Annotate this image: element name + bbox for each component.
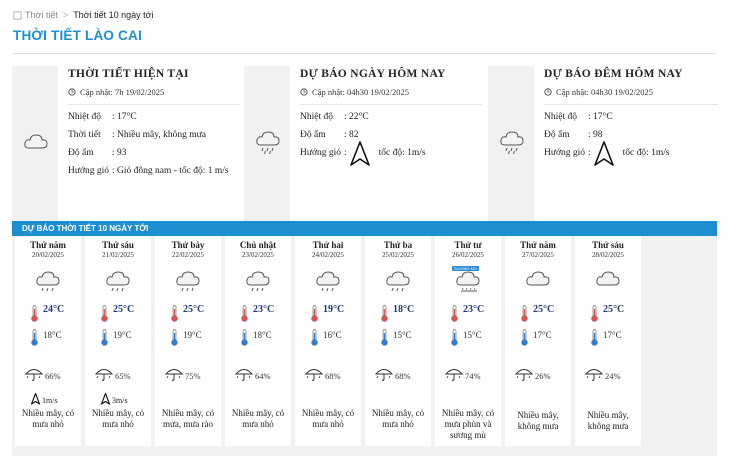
min-temperature: 17°C bbox=[533, 330, 552, 340]
rain-probability: 75% bbox=[185, 371, 201, 381]
day-name: Thứ năm bbox=[30, 240, 66, 250]
min-temperature: 18°C bbox=[253, 330, 272, 340]
wind-speed: 3m/s bbox=[101, 393, 128, 407]
thermometer-cold-icon bbox=[451, 329, 458, 346]
day-name: Thứ ba bbox=[383, 240, 413, 250]
day-name: Thứ tư bbox=[454, 240, 482, 250]
cloud-icon bbox=[525, 267, 551, 293]
thermometer-hot-icon bbox=[31, 305, 38, 322]
page-title: THỜI TIẾT LÀO CAI bbox=[13, 28, 142, 43]
thermometer-hot-icon bbox=[591, 305, 598, 322]
max-temperature: 25°C bbox=[533, 304, 555, 315]
wind-row: Hướng gió : Gió đông nam - tốc độ: 1 m/s bbox=[68, 166, 229, 176]
thermometer-hot-icon bbox=[171, 305, 178, 322]
thermometer-hot-icon bbox=[241, 305, 248, 322]
divider bbox=[68, 104, 240, 105]
rain-probability: 66% bbox=[45, 371, 61, 381]
day-name: Thứ bảy bbox=[171, 240, 205, 250]
max-temperature: 25°C bbox=[603, 304, 625, 315]
rain-probability: 68% bbox=[325, 371, 341, 381]
updated-time bbox=[68, 87, 240, 97]
wind-direction-arrow-icon bbox=[593, 141, 615, 167]
forecast-day bbox=[15, 236, 81, 446]
umbrella-icon bbox=[305, 366, 323, 382]
umbrella-icon bbox=[375, 366, 393, 382]
updated-time bbox=[300, 87, 482, 97]
humidity-row: Độ ẩm : 82 bbox=[300, 130, 359, 140]
wind-direction-arrow-icon bbox=[31, 393, 40, 407]
day-description: Nhiều mây, không mưa bbox=[587, 410, 629, 431]
divider bbox=[300, 104, 482, 105]
clock-icon bbox=[300, 88, 308, 96]
breadcrumb-home[interactable] bbox=[13, 10, 58, 20]
rain-probability: 24% bbox=[605, 371, 621, 381]
clock-icon bbox=[544, 88, 552, 96]
min-temperature: 16°C bbox=[323, 330, 342, 340]
forecast-strip bbox=[12, 236, 717, 456]
umbrella-icon bbox=[165, 366, 183, 382]
wind-direction-arrow-icon bbox=[101, 393, 110, 407]
breadcrumb-home-label: Thời tiết bbox=[25, 10, 58, 20]
updated-label: Cập nhật: 04h30 19/02/2025 bbox=[556, 87, 654, 97]
card-title: THỜI TIẾT HIỆN TẠI bbox=[68, 68, 189, 80]
umbrella-icon bbox=[95, 366, 113, 382]
umbrella-icon bbox=[445, 366, 463, 382]
day-date: 28/02/2025 bbox=[592, 251, 624, 259]
day-description: Nhiều mây, có mưa phùn và sương mù bbox=[441, 408, 495, 440]
tonight-forecast-card bbox=[488, 66, 718, 221]
updated-time bbox=[544, 87, 718, 97]
rain-probability: 65% bbox=[115, 371, 131, 381]
day-date: 20/02/2025 bbox=[32, 251, 64, 259]
max-temperature: 19°C bbox=[323, 304, 345, 315]
cloud-icon bbox=[595, 267, 621, 293]
updated-label: Cập nhật: 7h 19/02/2025 bbox=[80, 87, 165, 97]
divider bbox=[544, 104, 718, 105]
day-date: 22/02/2025 bbox=[172, 251, 204, 259]
day-description: Nhiều mây, có mưa nhỏ bbox=[91, 408, 145, 429]
wind-speed: 1m/s bbox=[31, 393, 58, 407]
temperature-row: Nhiệt độ : 17°C bbox=[544, 112, 613, 122]
forecast-day bbox=[85, 236, 151, 446]
current-weather-card bbox=[12, 66, 240, 221]
max-temperature: 25°C bbox=[183, 304, 205, 315]
day-description: Nhiều mây, có mưa nhỏ bbox=[21, 408, 75, 429]
wind-direction-arrow-icon bbox=[349, 141, 371, 167]
day-description: Nhiều mây, có mưa, mưa rào bbox=[161, 408, 215, 429]
card-title: DỰ BÁO NGÀY HÔM NAY bbox=[300, 68, 446, 80]
umbrella-icon bbox=[25, 366, 43, 382]
max-temperature: 24°C bbox=[43, 304, 65, 315]
rain-cloud-icon bbox=[105, 267, 131, 293]
day-date: 21/02/2025 bbox=[102, 251, 134, 259]
day-date: 23/02/2025 bbox=[242, 251, 274, 259]
temperature-row: Nhiệt độ : 17°C bbox=[68, 112, 137, 122]
thermometer-cold-icon bbox=[31, 329, 38, 346]
rain-probability: 74% bbox=[465, 371, 481, 381]
day-description: Nhiều mây, có mưa nhỏ bbox=[231, 408, 285, 429]
thermometer-cold-icon bbox=[591, 329, 598, 346]
today-forecast-card bbox=[244, 66, 482, 221]
thermometer-cold-icon bbox=[381, 329, 388, 346]
thermometer-hot-icon bbox=[451, 305, 458, 322]
rain-probability: 26% bbox=[535, 371, 551, 381]
breadcrumb-separator-icon: > bbox=[62, 10, 69, 20]
rain-cloud-icon bbox=[175, 267, 201, 293]
rain-cloud-icon bbox=[315, 267, 341, 293]
forecast-day bbox=[505, 236, 571, 446]
rain-cloud-icon bbox=[254, 128, 282, 156]
day-name: Thứ sáu bbox=[102, 240, 134, 250]
min-temperature: 15°C bbox=[393, 330, 412, 340]
wind-row: Hướng gió : tốc độ: 1m/s bbox=[300, 147, 482, 167]
day-date: 24/02/2025 bbox=[312, 251, 344, 259]
thermometer-hot-icon bbox=[101, 305, 108, 322]
max-temperature: 18°C bbox=[393, 304, 415, 315]
min-temperature: 19°C bbox=[113, 330, 132, 340]
rain-cloud-icon bbox=[498, 128, 526, 156]
umbrella-icon bbox=[515, 366, 533, 382]
humidity-row: Độ ẩm : 93 bbox=[68, 148, 127, 158]
fog-badge: SƯƠNG MÙ bbox=[454, 266, 477, 271]
forecast-day bbox=[435, 236, 501, 446]
card-title: DỰ BÁO ĐÊM HÔM NAY bbox=[544, 68, 683, 80]
condition-row: Thời tiết : Nhiều mây, không mưa bbox=[68, 130, 206, 140]
day-name: Chủ nhật bbox=[239, 240, 277, 250]
min-temperature: 18°C bbox=[43, 330, 62, 340]
umbrella-icon bbox=[585, 366, 603, 382]
forecast-day bbox=[155, 236, 221, 446]
day-name: Thứ năm bbox=[520, 240, 556, 250]
forecast-day bbox=[575, 236, 641, 446]
thermometer-hot-icon bbox=[521, 305, 528, 322]
thermometer-cold-icon bbox=[521, 329, 528, 346]
forecast-day bbox=[225, 236, 291, 446]
updated-label: Cập nhật: 04h30 19/02/2025 bbox=[312, 87, 410, 97]
breadcrumb bbox=[13, 10, 154, 20]
max-temperature: 23°C bbox=[253, 304, 275, 315]
wind-row: Hướng gió : tốc độ: 1m/s bbox=[544, 147, 718, 167]
title-divider bbox=[13, 53, 716, 54]
thermometer-cold-icon bbox=[101, 329, 108, 346]
rain-cloud-icon bbox=[35, 267, 61, 293]
day-description: Nhiều mây, có mưa nhỏ bbox=[301, 408, 355, 429]
rain-probability: 68% bbox=[395, 371, 411, 381]
day-description: Nhiều mây, không mưa bbox=[517, 410, 559, 431]
breadcrumb-current: Thời tiết 10 ngày tới bbox=[73, 10, 154, 20]
day-date: 25/02/2025 bbox=[382, 251, 414, 259]
min-temperature: 17°C bbox=[603, 330, 622, 340]
thermometer-hot-icon bbox=[381, 305, 388, 322]
rain-cloud-icon bbox=[385, 267, 411, 293]
max-temperature: 23°C bbox=[463, 304, 485, 315]
forecast-header: DỰ BÁO THỜI TIẾT 10 NGÀY TỚI bbox=[12, 221, 717, 236]
day-description: Nhiều mây, có mưa nhỏ bbox=[371, 408, 425, 429]
thermometer-cold-icon bbox=[241, 329, 248, 346]
rain-probability: 64% bbox=[255, 371, 271, 381]
home-icon bbox=[13, 11, 22, 20]
min-temperature: 19°C bbox=[183, 330, 202, 340]
thermometer-cold-icon bbox=[171, 329, 178, 346]
thermometer-cold-icon bbox=[311, 329, 318, 346]
day-date: 26/02/2025 bbox=[452, 251, 484, 259]
humidity-row: Độ ẩm : 98 bbox=[544, 130, 603, 140]
forecast-day bbox=[295, 236, 361, 446]
min-temperature: 15°C bbox=[463, 330, 482, 340]
day-name: Thứ sáu bbox=[592, 240, 624, 250]
clock-icon bbox=[68, 88, 76, 96]
cloud-icon bbox=[22, 128, 50, 156]
day-date: 27/02/2025 bbox=[522, 251, 554, 259]
umbrella-icon bbox=[235, 366, 253, 382]
forecast-day bbox=[365, 236, 431, 446]
temperature-row: Nhiệt độ : 22°C bbox=[300, 112, 369, 122]
day-name: Thứ hai bbox=[312, 240, 344, 250]
thermometer-hot-icon bbox=[311, 305, 318, 322]
rain-cloud-icon bbox=[245, 267, 271, 293]
max-temperature: 25°C bbox=[113, 304, 135, 315]
